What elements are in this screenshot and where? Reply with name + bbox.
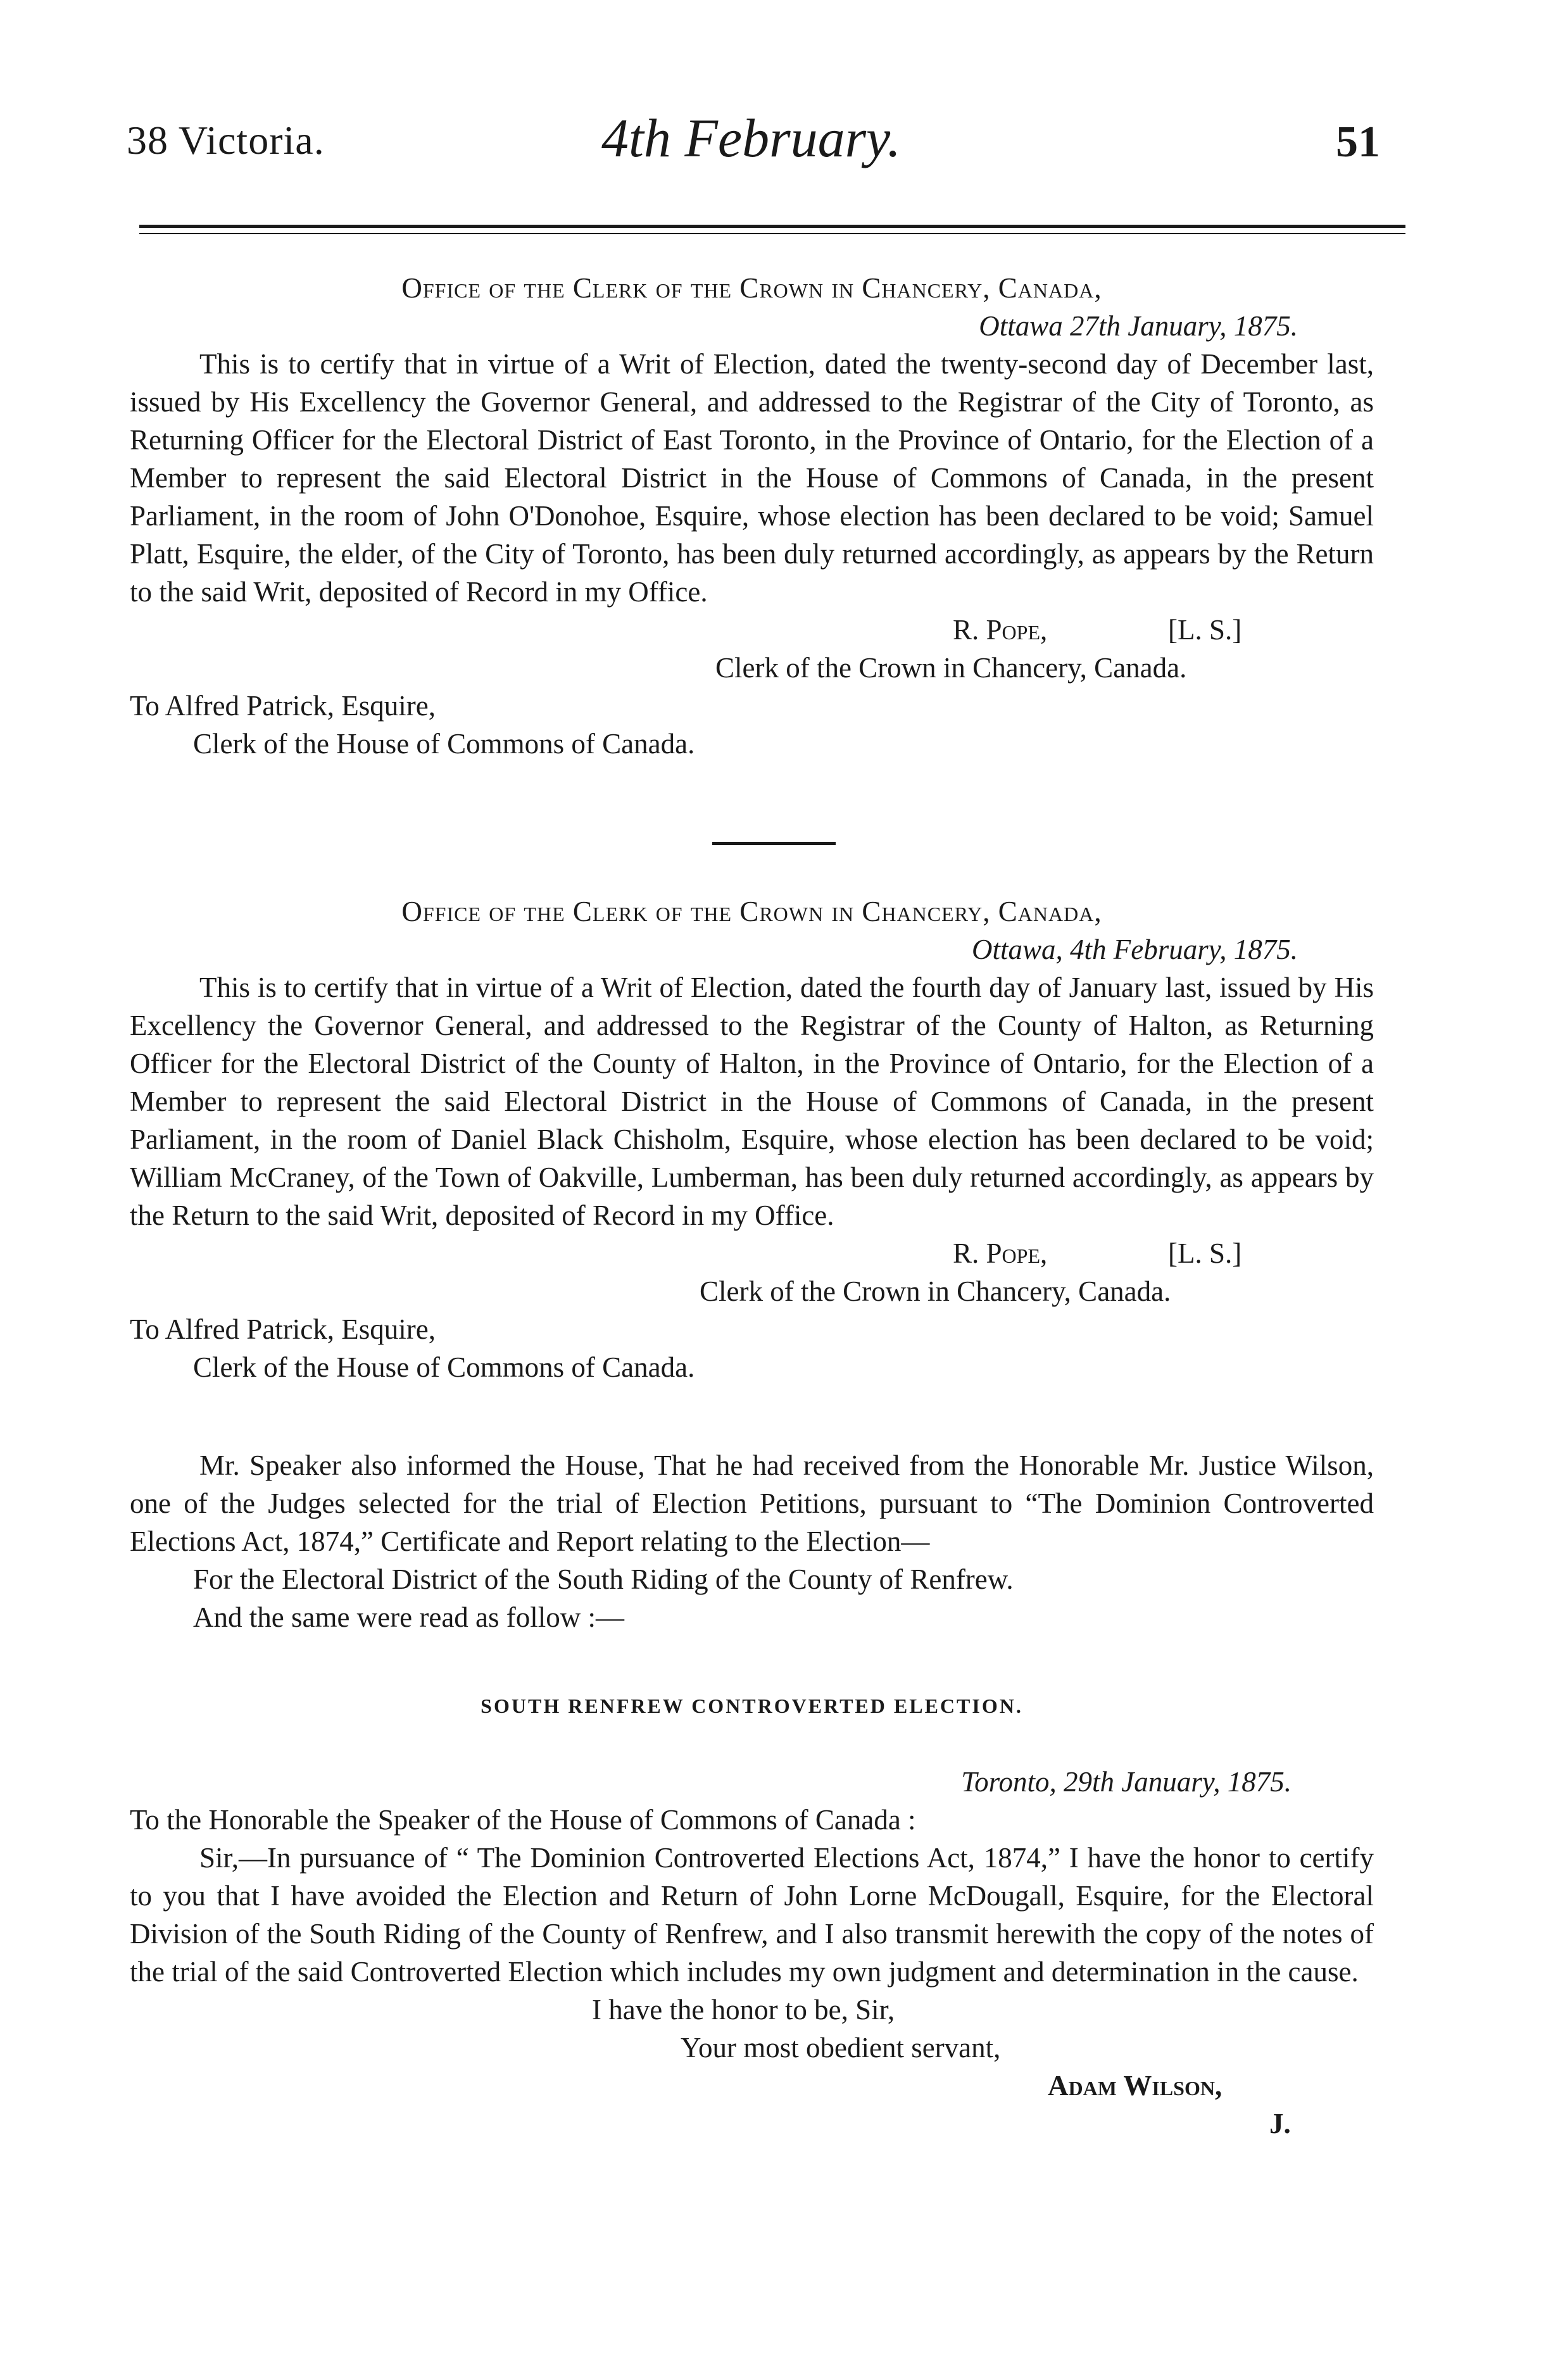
place-date: Ottawa 27th January, 1875. <box>979 310 1298 342</box>
announcement-district: For the Electoral District of the South Riding of the County of Renfrew. <box>193 1563 1014 1595</box>
signer-name: R. Pope, <box>953 1237 1048 1269</box>
closing-row-1 <box>130 1991 1374 2029</box>
addressee: To Alfred Patrick, Esquire, <box>130 1313 436 1345</box>
seal-mark: [L. S.] <box>1168 1237 1242 1269</box>
addressee-title: Clerk of the House of Commons of Canada. <box>193 728 695 760</box>
report-signer: Adam Wilson, <box>1048 2070 1222 2101</box>
section-divider <box>712 842 836 845</box>
report-addressee: To the Honorable the Speaker of the House of Commons of Canada : <box>130 1804 916 1836</box>
signer-title: Clerk of the Crown in Chancery, Canada. <box>700 1275 1171 1307</box>
addressee: To Alfred Patrick, Esquire, <box>130 690 436 722</box>
header-rule <box>139 225 1405 228</box>
office-heading: Office of the Clerk of the Crown in Chancery, Canada, <box>401 896 1102 927</box>
report-signer-suffix: J. <box>1269 2108 1291 2139</box>
report-signer-suffix-row <box>130 2105 1374 2143</box>
header-rule-thin <box>139 233 1405 234</box>
closing-line: Your most obedient servant, <box>681 2032 1001 2064</box>
signer-title-row <box>130 1272 1374 1310</box>
signature-row <box>130 611 1374 649</box>
closing-row-2 <box>130 2029 1374 2067</box>
report-place-date: Toronto, 29th January, 1875. <box>961 1766 1292 1798</box>
page-number: 51 <box>1336 118 1380 166</box>
certificate-body: This is to certify that in virtue of a Writ of Election, dated the fourth day of January last, issued by His Excellency the Governor General, and addressed to the Registrar of the County of Halton, as Returning Officer for the Electoral District of the County of Halton, in the Province of Ontario, for the Election of a Member to represent the said Electoral District in the House of Commons of Canada, in the present Parliament, in the room of Daniel Black Chisholm, Esquire, whose election has been declared to be void; William McCraney, of the Town of Oakville, Lumberman, has been duly returned accordingly, as appears by the Return to the said Writ, deposited of Record in my Office. <box>130 972 1374 1231</box>
speaker-announcement <box>130 1446 1374 1636</box>
addressee-title: Clerk of the House of Commons of Canada. <box>193 1351 695 1383</box>
certificate-body: This is to certify that in virtue of a Writ of Election, dated the twenty-second day of December last, issued by His Excellency the Governor General, and addressed to the Registrar of the City of Toronto, as Returning Officer for the Electoral District of East Toronto, in the Province of Ontario, for the Election of a Member to represent the said Electoral District in the House of Commons of Canada, in the present Parliament, in the room of John O'Donohoe, Esquire, whose election has been declared to be void; Samuel Platt, Esquire, the elder, of the City of Toronto, has been duly returned accordingly, as appears by the Return to the said Writ, deposited of Record in my Office. <box>130 348 1374 608</box>
signer-title-row <box>130 649 1374 687</box>
signature-row <box>130 1234 1374 1272</box>
announcement-read: And the same were read as follow :— <box>193 1601 625 1633</box>
announcement-body: Mr. Speaker also informed the House, That he had received from the Honorable Mr. Justice Wilson, one of the Judges selected for the trial of Election Petitions, pursuant to “The Dominion Controverted Elections Act, 1874,” Certificate and Report relating to the Election— <box>130 1450 1374 1557</box>
running-head-date: 4th February. <box>601 108 901 168</box>
certificate-east-toronto <box>130 269 1374 763</box>
election-report <box>130 1687 1374 2143</box>
office-heading: Office of the Clerk of the Crown in Chancery, Canada, <box>401 272 1102 304</box>
report-body: Sir,—In pursuance of “ The Dominion Controverted Elections Act, 1874,” I have the honor to certify to you that I have avoided the Election and Return of John Lorne McDougall, Esquire, for the Electoral Division of the South Riding of the County of Renfrew, and I also transmit herewith the copy of the notes of the trial of the said Controverted Election which includes my own judgment and determination in the cause. <box>130 1842 1374 1988</box>
signer-name: R. Pope, <box>953 614 1048 646</box>
running-head-left: 38 Victoria. <box>127 118 325 163</box>
signer-title: Clerk of the Crown in Chancery, Canada. <box>715 652 1187 684</box>
certificate-halton <box>130 892 1374 1386</box>
place-date: Ottawa, 4th February, 1875. <box>972 934 1298 965</box>
closing-line: I have the honor to be, Sir, <box>592 1994 895 2026</box>
report-signer-row <box>130 2067 1374 2105</box>
report-title: SOUTH RENFREW CONTROVERTED ELECTION. <box>481 1694 1023 1717</box>
seal-mark: [L. S.] <box>1168 614 1242 646</box>
